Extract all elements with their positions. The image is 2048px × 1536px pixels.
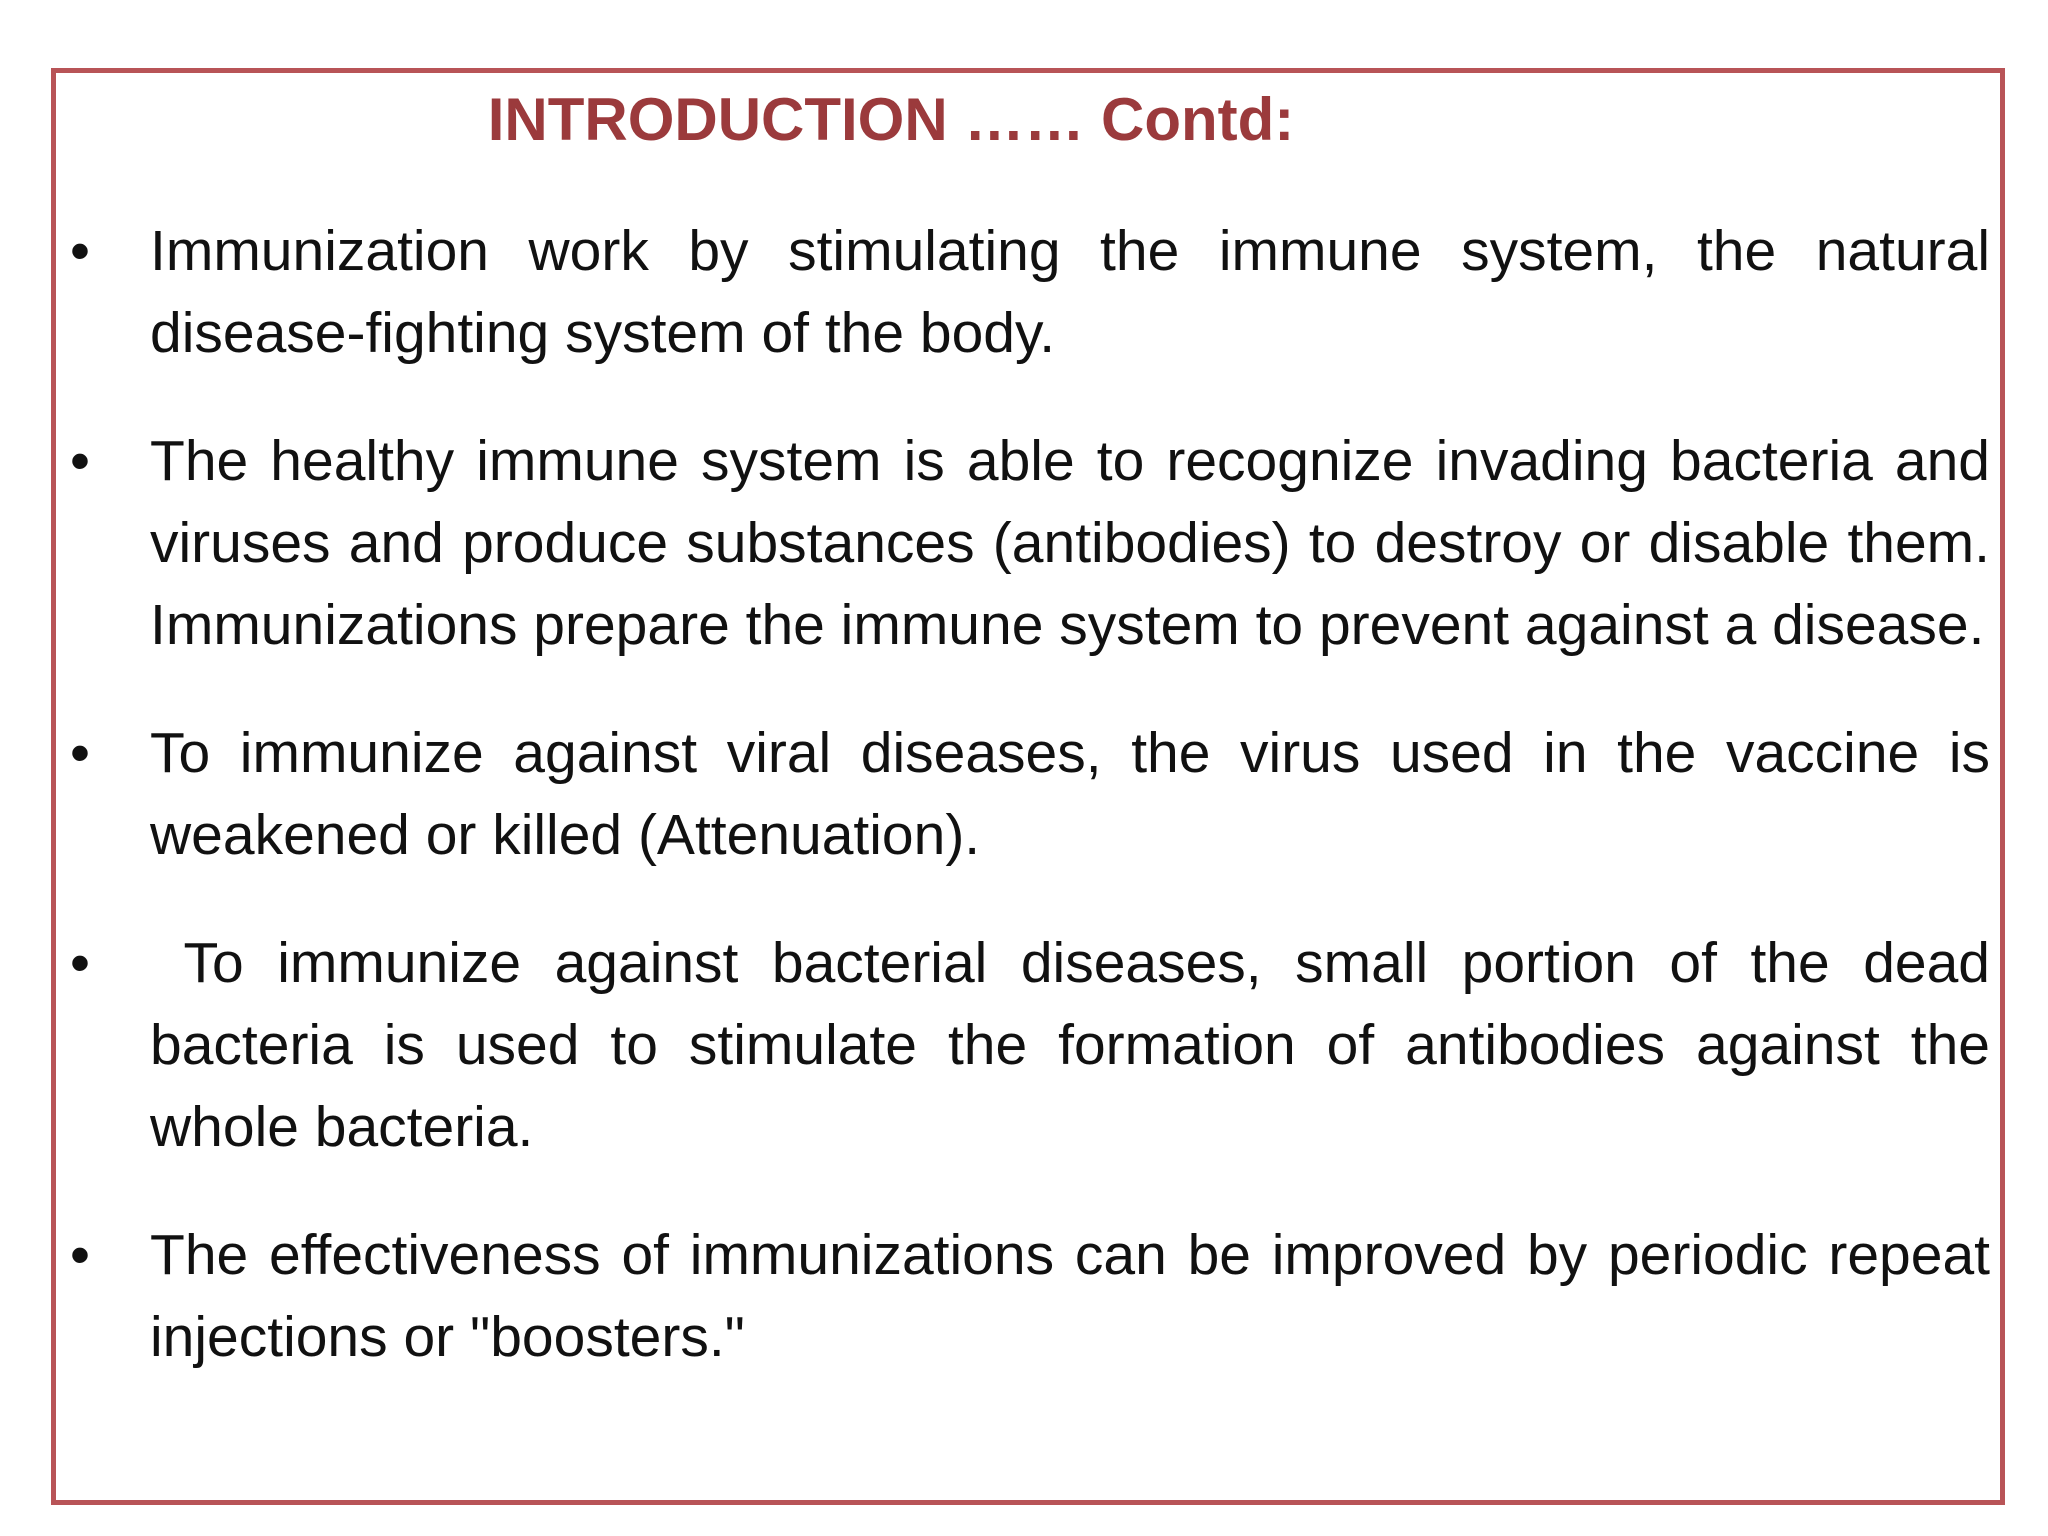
bullet-text: The healthy immune system is able to recognize invading bacteria and viruses and produce substances (antibodies) to destroy or disable them. Immunizations prepare the immune system to prevent against a disease. bbox=[150, 429, 1990, 657]
bullet-icon: • bbox=[70, 429, 90, 493]
bullet-item-5 bbox=[70, 1214, 1990, 1378]
bullet-text: To immunize against viral diseases, the virus used in the vaccine is weakened or killed (Attenuation). bbox=[150, 721, 1990, 867]
bullet-text: Immunization work by stimulating the immune system, the natural disease-fighting system of the body. bbox=[150, 219, 1990, 365]
bullet-icon: • bbox=[70, 931, 90, 995]
slide-title: INTRODUCTION …… Contd: bbox=[487, 86, 1295, 153]
bullet-text: The effectiveness of immunizations can be improved by periodic repeat injections or "boosters." bbox=[150, 1223, 1990, 1369]
bullet-text: To immunize against bacterial diseases, small portion of the dead bacteria is used to stimulate the formation of antibodies against the whole bacteria. bbox=[150, 931, 2006, 1159]
bullet-icon: • bbox=[70, 219, 90, 283]
bullet-list bbox=[70, 210, 2006, 1378]
bullet-item-2 bbox=[70, 420, 1990, 666]
bullet-icon: • bbox=[70, 721, 90, 785]
bullet-item-4 bbox=[70, 922, 2006, 1168]
bullet-item-1 bbox=[70, 210, 1990, 374]
bullet-icon: • bbox=[70, 1223, 90, 1287]
bullet-item-3 bbox=[70, 712, 1990, 876]
